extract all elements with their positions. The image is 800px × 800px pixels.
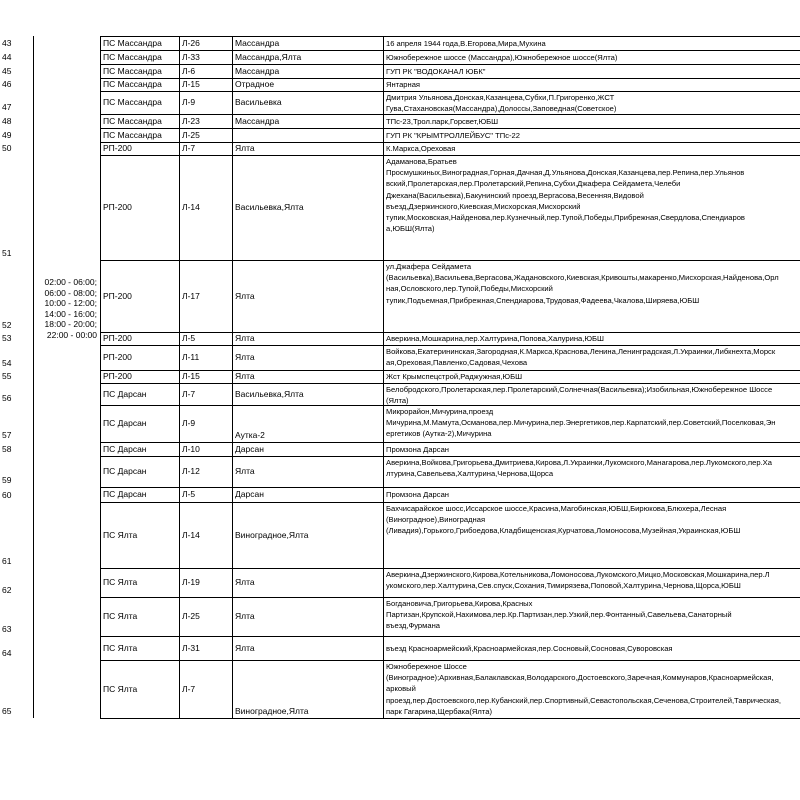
power-source: ПС Дарсан xyxy=(103,489,147,499)
row-number: 46 xyxy=(2,79,12,89)
line-id: Л-23 xyxy=(182,115,200,126)
line-id: Л-7 xyxy=(182,388,196,399)
power-source: ПС Дарсан xyxy=(103,418,147,428)
power-source: ПС Массандра xyxy=(103,115,162,126)
row-number: 45 xyxy=(2,66,12,76)
locality: Васильевка xyxy=(235,97,282,107)
locality: Массандра xyxy=(235,37,280,48)
line-id: Л-14 xyxy=(182,529,200,540)
street-list: Южнобережное шоссе (Массандра),Южнобережное шоссе(Ялта) xyxy=(386,52,618,62)
row-number: 64 xyxy=(2,648,12,658)
grid-line xyxy=(33,36,34,718)
grid-line xyxy=(100,36,101,718)
street-list: Промзона Дарсан xyxy=(386,490,449,499)
locality: Ялта xyxy=(235,352,255,362)
power-source: РП-200 xyxy=(103,352,132,362)
line-id: Л-33 xyxy=(182,51,200,62)
row-border xyxy=(100,718,800,719)
locality: Виноградное,Ялта xyxy=(235,706,309,716)
locality: Ялта xyxy=(235,290,255,301)
line-id: Л-15 xyxy=(182,371,200,381)
power-source: ПС Ялта xyxy=(103,642,138,653)
row-number: 65 xyxy=(2,706,12,716)
row-number: 56 xyxy=(2,393,12,403)
power-source: РП-200 xyxy=(103,202,132,212)
locality: Ялта xyxy=(235,611,255,621)
line-id: Л-31 xyxy=(182,642,200,653)
line-id: Л-17 xyxy=(182,290,200,301)
street-list: Южнобережное Шоссе (Виноградное);Архивная,Балаклавская,Володарского,Достоевского,Заречная,Коммунаров,Красноармейская, арковый проезд,пер.Достоевского,пер.Кубанский,пер.Спортивный,Севастопольская,Сеченова,Строителей,Таврическая, парк Гагарина,Щербака(Ялта) xyxy=(386,662,781,716)
grid-line xyxy=(383,36,384,718)
row-number: 61 xyxy=(2,556,12,566)
locality: Ялта xyxy=(235,143,255,153)
power-source: ПС Дарсан xyxy=(103,388,147,399)
line-id: Л-14 xyxy=(182,202,200,212)
power-source: ПС Массандра xyxy=(103,65,162,76)
power-source: ПС Массандра xyxy=(103,129,162,140)
locality: Отрадное xyxy=(235,79,275,89)
locality: Массандра xyxy=(235,115,280,126)
line-id: Л-26 xyxy=(182,37,200,48)
locality: Дарсан xyxy=(235,489,264,499)
locality: Ялта xyxy=(235,642,255,653)
street-list: Богдановича,Григорьева,Кирова,Красных Партизан,Крупской,Нахимова,пер.Кр.Партизан,пер.Узкий,пер.Фонтанный,Савельева,Санаторный въезд,Фурмана xyxy=(386,599,732,631)
row-number: 62 xyxy=(2,585,12,595)
line-id: Л-7 xyxy=(182,143,196,153)
street-list: Микрорайон,Мичурина,проезд Мичурина,М.Мамута,Османова,пер.Мичурина,пер.Энергетиков,пер.Карпатский,пер.Советский,Поселковая,Эн ергетиков (Аутка-2),Мичурина xyxy=(386,407,776,439)
locality: Васильевка,Ялта xyxy=(235,202,304,212)
street-list: ГУП РК "КРЫМТРОЛЛЕЙБУС" ТПс-22 xyxy=(386,130,520,140)
row-number: 54 xyxy=(2,358,12,368)
street-list: ул.Джафера Сейдамета (Васильевка),Васильева,Вергасова,Жадановского,Киевская,Кривошты,макаренко,Мисхорская,Найденова,Орл ная,Ословского,пер.Тупой,Победы,Мисхорский тупик,Подъемная,Прибрежная,Спендиарова,Трудовая,Фадеева,Чкалова,Ширяева,ЮБШ xyxy=(386,262,779,305)
power-source: ПС Ялта xyxy=(103,577,138,587)
line-id: Л-9 xyxy=(182,97,196,107)
row-number: 55 xyxy=(2,371,12,381)
power-source: ПС Массандра xyxy=(103,97,162,107)
row-number: 52 xyxy=(2,320,12,330)
row-border xyxy=(100,636,800,637)
line-id: Л-25 xyxy=(182,611,200,621)
street-list: Адаманова,Братьев Просмушкиных,Виноградная,Горная,Дачная,Д.Ульянова,Донская,Казанцева,пер.Репина,пер.Ульянов вский,Пролетарская,пер.Пролетарский,Репина,Субхи,Джафера Сейдамета,Челеби Джехана(Васильевка),Бакунинский проезд,Вергасова,Весенняя,Видовой въезд,Дзержинского,Киевская,Мисхорская,Мисхорский тупик,Московская,Найденова,пер.Кузнечный,пер.Тупой,Победы,Прибрежная,Свердлова,Спендиаров а,ЮБШ(Ялта) xyxy=(386,157,745,234)
line-id: Л-19 xyxy=(182,577,200,587)
grid-line xyxy=(232,36,233,718)
power-source: РП-200 xyxy=(103,143,132,153)
power-source: ПС Ялта xyxy=(103,611,138,621)
row-border xyxy=(100,487,800,488)
locality: Аутка-2 xyxy=(235,430,265,440)
line-id: Л-5 xyxy=(182,333,196,343)
locality: Массандра,Ялта xyxy=(235,51,302,62)
line-id: Л-10 xyxy=(182,443,200,454)
line-id: Л-6 xyxy=(182,65,196,76)
row-number: 51 xyxy=(2,248,12,258)
street-list: К.Маркса,Ореховая xyxy=(386,144,456,153)
street-list: Янтарная xyxy=(386,80,421,89)
row-number: 48 xyxy=(2,116,12,126)
line-id: Л-7 xyxy=(182,683,196,694)
street-list: Аверкина,Мошкарина,пер.Халтурина,Попова,Халурина,ЮБШ xyxy=(386,334,604,343)
line-id: Л-9 xyxy=(182,418,196,428)
street-list: 16 апреля 1944 года,В.Егорова,Мира,Мухина xyxy=(386,38,546,48)
street-list: Белобродского,Пролетарская,пер.Пролетарский,Солнечная(Васильевка);Изобильная,Южнобережное Шоссе (Ялта) xyxy=(386,385,773,406)
row-number: 47 xyxy=(2,102,12,112)
grid-line xyxy=(179,36,180,718)
street-list: ТПс-23,Трол.парк,Горсвет,ЮБШ xyxy=(386,116,499,126)
street-list: въезд Красноармейский,Красноармейская,пер.Сосновый,Сосновая,Суворовская xyxy=(386,643,673,653)
line-id: Л-11 xyxy=(182,352,200,362)
street-list: Бахчисарайское шосс,Иссарское шоссе,Красина,Магобинская,ЮБШ,Бирюкова,Блюхера,Лесная (Виноградное),Виноградная (Ливадия),Горького,Грибоедова,Кладбищенская,Курчатова,Ломоносова,Музейная,Украинская,ЮБШ xyxy=(386,504,741,536)
street-list: Дмитрия Ульянова,Донская,Казанцева,Субхи,П.Григоренко,ЖСТ Гува,Стахановская(Массандра),Долоссы,Заповедная(Советское) xyxy=(386,93,617,114)
street-list: Аверкина,Войкова,Григорьева,Дмитриева,Кирова,Л.Украинки,Лукомского,Манагарова,пер.Лукомского,пер.Ха лтурина,Савельева,Халтурина,Чернова,Щорса xyxy=(386,458,772,479)
power-source: РП-200 xyxy=(103,371,132,381)
row-number: 57 xyxy=(2,430,12,440)
row-number: 60 xyxy=(2,490,12,500)
locality: Ялта xyxy=(235,577,255,587)
row-number: 50 xyxy=(2,143,12,153)
row-number: 58 xyxy=(2,444,12,454)
locality: Ялта xyxy=(235,466,255,476)
power-source: ПС Ялта xyxy=(103,683,138,694)
line-id: Л-5 xyxy=(182,489,196,499)
street-list: Жст Крымспецстрой,Раджужная,ЮБШ xyxy=(386,372,523,381)
locality: Массандра xyxy=(235,65,280,76)
row-number: 59 xyxy=(2,475,12,485)
locality: Васильевка,Ялта xyxy=(235,388,304,399)
power-source: ПС Массандра xyxy=(103,51,162,62)
street-list: Промзона Дарсан xyxy=(386,444,449,454)
time-schedule-cell: 02:00 - 06:00; 06:00 - 08:00; 10:00 - 12:00; 14:00 - 16:00; 18:00 - 20:00; 22:00 - 00:00 xyxy=(44,277,97,340)
row-number: 63 xyxy=(2,624,12,634)
power-source: ПС Массандра xyxy=(103,79,162,89)
row-number: 44 xyxy=(2,52,12,62)
power-source: РП-200 xyxy=(103,290,132,301)
locality: Ялта xyxy=(235,371,255,381)
street-list: Аверкина,Дзержинского,Кирова,Котельникова,Ломоносова,Лукомского,Мицко,Московская,Мошкарина,пер.Л укомского,пер.Халтурина,Сев.спуск,Сохания,Тимирязева,Поповой,Халтурина,Чернова,Щорса,ЮБШ xyxy=(386,570,770,591)
locality: Ялта xyxy=(235,333,255,343)
power-source: РП-200 xyxy=(103,333,132,343)
power-source: ПС Ялта xyxy=(103,529,138,540)
power-source: ПС Массандра xyxy=(103,37,162,48)
power-source: ПС Дарсан xyxy=(103,443,147,454)
line-id: Л-25 xyxy=(182,129,200,140)
street-list: ГУП РК "ВОДОКАНАЛ ЮБК" xyxy=(386,66,486,76)
row-number: 53 xyxy=(2,333,12,343)
power-source: ПС Дарсан xyxy=(103,466,147,476)
street-list: Войкова,Екатерининская,Загородная,К.Маркса,Краснова,Ленина,Ленинградская,Л.Украинки,Либкнехта,Морск ая,Ореховая,Павленко,Садовая,Чехова xyxy=(386,347,776,368)
locality: Виноградное,Ялта xyxy=(235,529,309,540)
row-number: 49 xyxy=(2,130,12,140)
line-id: Л-15 xyxy=(182,79,200,89)
locality: Дарсан xyxy=(235,443,264,454)
row-number: 43 xyxy=(2,38,12,48)
line-id: Л-12 xyxy=(182,466,200,476)
